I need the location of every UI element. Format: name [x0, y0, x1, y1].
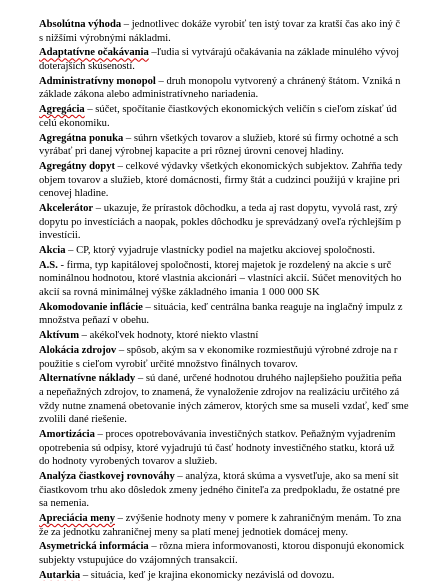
glossary-definition-text: - firma, typ kapitálovej spoločnosti, ktorej majetok je rozdelený na akcie s urč [57, 259, 392, 271]
glossary-definition-text: – analýza, ktorá skúma a vysvetľuje, ako sa mení sit [174, 471, 399, 482]
glossary-term: Administratívny monopol [39, 75, 156, 87]
glossary-entry-continuation [39, 455, 217, 468]
glossary-definition-text: sa nemenia. [39, 498, 90, 510]
glossary-definition-text: zvolili dané riešenie. [39, 414, 127, 426]
glossary-entry-continuation [39, 174, 400, 187]
glossary-definition-text: – sú dané, určené hodnotou druhého najlepšieho použitia peňa [135, 373, 402, 385]
glossary-definition-text: – súčet, spočítanie čiastkových ekonomických veličín s cieľom získať úd [84, 104, 397, 116]
glossary-term: Alokácia zdrojov [39, 345, 117, 356]
glossary-definition-text: – rôzna miera informovanosti, ktorou disponujú ekonomick [148, 541, 405, 553]
glossary-definition-text: nominálnou hodnotou, ktoré vlastnia akcionári – vlastníci akcií. Súčet menovitých ho [39, 273, 402, 285]
glossary-term: Apreciácia meny [39, 513, 116, 524]
glossary-definition-text: investícii. [39, 230, 81, 242]
glossary-term: Autarkia [39, 569, 81, 581]
glossary-term: Akcelerátor [39, 203, 94, 214]
glossary-entry-line [39, 202, 398, 215]
glossary-entry-line [39, 512, 401, 525]
glossary-definition-text: dopytu po investíciách a naopak, pokles dôchodku je sprevádzaný oveľa rýchlejším p [39, 216, 402, 228]
glossary-definition-text: celú ekonomiku. [39, 117, 110, 129]
glossary-entry-continuation [39, 400, 409, 413]
glossary-entry-line [39, 428, 395, 441]
glossary-definition-text: – situácia, keď je krajina ekonomicky nezávislá od dovozu. [80, 569, 335, 581]
glossary-definition-text: vždy nutne znamená obetovanie iných zámerov, ktorých sme sa museli vzdať, keď sme [39, 400, 409, 412]
glossary-definition-text: –ľudia si vytvárajú očakávania na základe minulého vývoj [148, 47, 400, 59]
glossary-entry-line [39, 372, 402, 385]
glossary-definition-text: – druh monopolu vytvorený a chránený štátom. Vzniká n [155, 75, 401, 87]
glossary-definition-text: – akékoľvek hodnoty, ktoré niekto vlastní [79, 330, 259, 342]
glossary-term: Analýza čiastkovej rovnováhy [39, 471, 175, 482]
glossary-definition-text: cenovej hladine. [39, 188, 109, 200]
glossary-entry-line [39, 470, 399, 483]
glossary-definition-text: – situácia, keď centrálna banka reaguje na inglačný impulz z [142, 301, 403, 313]
glossary-term: Akcia [39, 245, 66, 256]
glossary-entry-continuation [39, 386, 399, 399]
glossary-definition-text: a nepeňažných zdrojov, to znamená, že vynaloženie zdrojov na realizáciu určitého zá [39, 387, 400, 398]
glossary-entry-continuation [39, 60, 135, 73]
glossary-entry-line [39, 132, 398, 145]
glossary-entry-line [39, 301, 402, 314]
glossary-definition-text: – spôsob, akým sa v ekonomike rozmiestňujú výrobné zdroje na r [116, 345, 398, 356]
glossary-definition-text: – ukazuje, že prírastok dôchodku, a teda aj rast dopytu, vyvolá rast, zrý [93, 203, 398, 214]
glossary-term: Alternatívne náklady [39, 373, 136, 385]
glossary-definition-text: že za jednotku zahraničnej meny sa platí menej jednotiek domácej meny. [39, 526, 349, 538]
glossary-definition-text: základe zákona alebo administratívneho nariadenia. [39, 89, 259, 101]
glossary-entry-continuation [39, 413, 127, 426]
glossary-term: Aktívum [39, 330, 80, 342]
glossary-entry-continuation [39, 484, 400, 497]
glossary-definition-text: doterajších skúseností. [39, 61, 135, 72]
glossary-definition-text: s nižšími výrobnými nákladmi. [39, 32, 171, 44]
glossary-entry-line [39, 540, 404, 553]
glossary-definition-text: akcií sa rovná minimálnej výške základného imania 1 000 000 SK [39, 287, 320, 298]
glossary-entry-line [39, 103, 397, 116]
glossary-definition-text: – jednotlivec dokáže vyrobiť ten istý tovar za kratší čas ako iný č [121, 19, 401, 30]
glossary-entry-continuation [39, 32, 171, 45]
glossary-definition-text: objem tovarov a služieb, ktoré domácnosti, firmy štát a cudzinci použijú v krajine pri [39, 174, 400, 186]
glossary-term: Absolútna výhoda [39, 19, 122, 30]
glossary-term: Amortizácia [39, 429, 95, 440]
glossary-definition-text: – proces opotrebovávania investičných statkov. Peňažným vyjadrením [94, 429, 396, 440]
glossary-definition-text: čiastkovom trhu ako dôsledok zmeny jedného činiteľa za predpokladu, že ostatné pre [39, 484, 400, 496]
glossary-term: Agregácia [39, 104, 85, 116]
glossary-definition-text: použitie s cieľom vyrobiť určité množstvo finálnych tovarov. [39, 358, 298, 370]
glossary-entry-continuation [39, 358, 298, 371]
glossary-term: Agregátny dopyt [39, 161, 116, 172]
glossary-definition-text: opotrebenia sú odpisy, ktoré vyjadrujú tú časť hodnoty investičného statku, ktorá už [39, 442, 395, 454]
glossary-entry-line [39, 46, 399, 59]
glossary-entry-line [39, 259, 391, 272]
glossary-definition-text: – CP, ktorý vyjadruje vlastnícky podiel na majetku akciovej spoločnosti. [65, 245, 376, 256]
glossary-entry-continuation [39, 554, 238, 567]
glossary-entry-continuation [39, 286, 320, 299]
glossary-entry-line [39, 75, 400, 88]
glossary-entry-line [39, 344, 397, 357]
glossary-entry-continuation [39, 526, 348, 539]
glossary-entry-continuation [39, 187, 108, 200]
glossary-entry-continuation [39, 216, 401, 229]
glossary-definition-text: subjekty vstupujúce do vzájomných transakcií. [39, 555, 238, 566]
glossary-entry-line [39, 160, 402, 173]
glossary-entry-continuation [39, 497, 89, 510]
glossary-definition-text: do hodnoty vyrobených tovarov a služieb. [39, 456, 218, 468]
glossary-definition-text: množstva peňazí v obehu. [39, 315, 150, 327]
glossary-entry-continuation [39, 314, 149, 327]
glossary-entry-line [39, 244, 375, 257]
glossary-entry-line [39, 569, 334, 581]
glossary-entry-continuation [39, 442, 394, 455]
glossary-term: Asymetrická informácia [39, 541, 149, 553]
glossary-term: Akomodovanie inflácie [39, 301, 143, 313]
glossary-entry-line [39, 18, 400, 31]
glossary-entry-continuation [39, 117, 110, 130]
glossary-term: Agregátna ponuka [39, 132, 124, 144]
glossary-entry-line [39, 329, 258, 342]
glossary-entry-continuation [39, 145, 344, 158]
glossary-term: A.S. [39, 259, 58, 271]
glossary-entry-continuation [39, 272, 401, 285]
glossary-entry-continuation [39, 229, 81, 242]
glossary-entry-continuation [39, 88, 258, 101]
glossary-term: Adaptatívne očakávania [39, 47, 149, 59]
glossary-definition-text: – zvýšenie hodnoty meny v pomere k zahraničným menám. To zna [115, 513, 402, 524]
glossary-definition-text: vyrábať pri danej výrobnej kapacite a pri rôznej úrovni cenovej hladiny. [39, 146, 344, 158]
glossary-definition-text: – súhrn všetkých tovarov a služieb, ktoré sú firmy ochotné a sch [123, 132, 399, 144]
glossary-definition-text: – celkové výdavky všetkých ekonomických subjektov. Zahŕňa tedy [115, 161, 403, 172]
